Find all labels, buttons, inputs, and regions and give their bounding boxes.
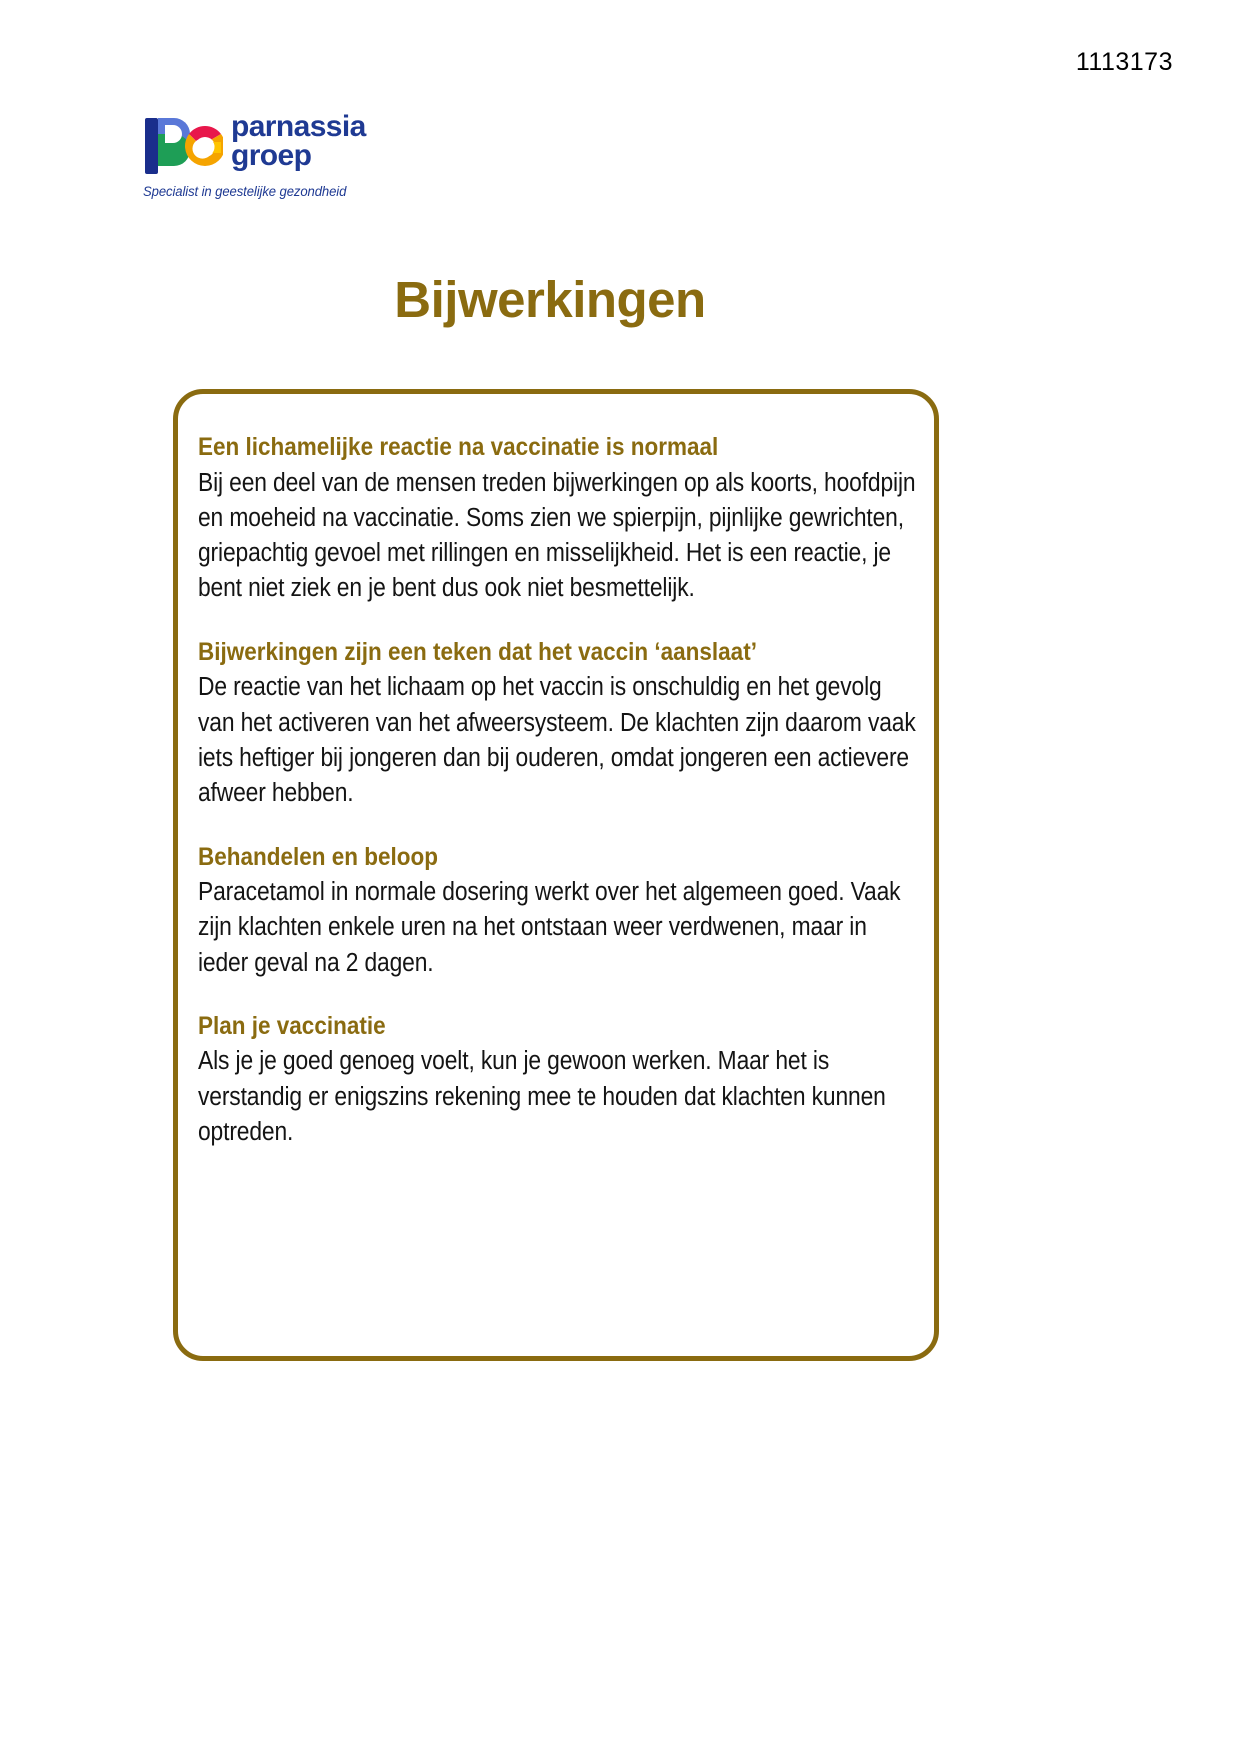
document-number: 1113173 [1075,48,1173,76]
logo-tagline: Specialist in geestelijke gezondheid [143,184,347,199]
pg-monogram-icon [143,114,223,176]
section-body: Als je je goed genoeg voelt, kun je gewoon werken. Maar het is verstandig er enigszins rekening mee te houden dat klachten kunnen optreden. [198,1047,886,1147]
parnassia-groep-logo [143,110,403,205]
section-heading: Een lichamelijke reactie na vaccinatie is normaal [198,433,719,461]
section-heading: Behandelen en beloop [198,842,439,871]
section-plan-je-vaccinatie [198,1012,916,1150]
section-vaccin-aanslaat [198,638,916,812]
section-body: Paracetamol in normale dosering werkt over het algemeen goed. Vaak zijn klachten enkele uren na het ontstaan weer verdwenen, maar in ieder geval na 2 dagen. [198,878,901,977]
content-box [173,389,939,1361]
section-heading: Plan je vaccinatie [198,1011,386,1040]
logo-word-parnassia: parnassia [231,110,366,143]
logo-word-groep: groep [231,139,312,173]
section-body: De reactie van het lichaam op het vaccin is onschuldig en het gevolg van het activeren van het afweersysteem. De klachten zijn daarom vaak iets heftiger bij jongeren dan bij ouderen, omdat jongeren een actievere afweer hebben. [198,673,916,808]
section-body: Bij een deel van de mensen treden bijwerkingen op als koorts, hoofdpijn en moeheid na vaccinatie. Soms zien we spierpijn, pijnlijke gewrichten, griepachtig gevoel met rillingen en misselijkheid. Het is een reactie, je bent niet ziek en je bent dus ook niet besmettelijk. [198,468,916,603]
section-behandelen-beloop [198,843,916,981]
section-heading: Bijwerkingen zijn een teken dat het vaccin ‘aanslaat’ [198,637,757,666]
section-reactie-normaal [198,433,916,607]
content-sections [178,394,934,1150]
logo-wordmark [231,110,366,173]
page-title: Bijwerkingen [394,271,706,328]
